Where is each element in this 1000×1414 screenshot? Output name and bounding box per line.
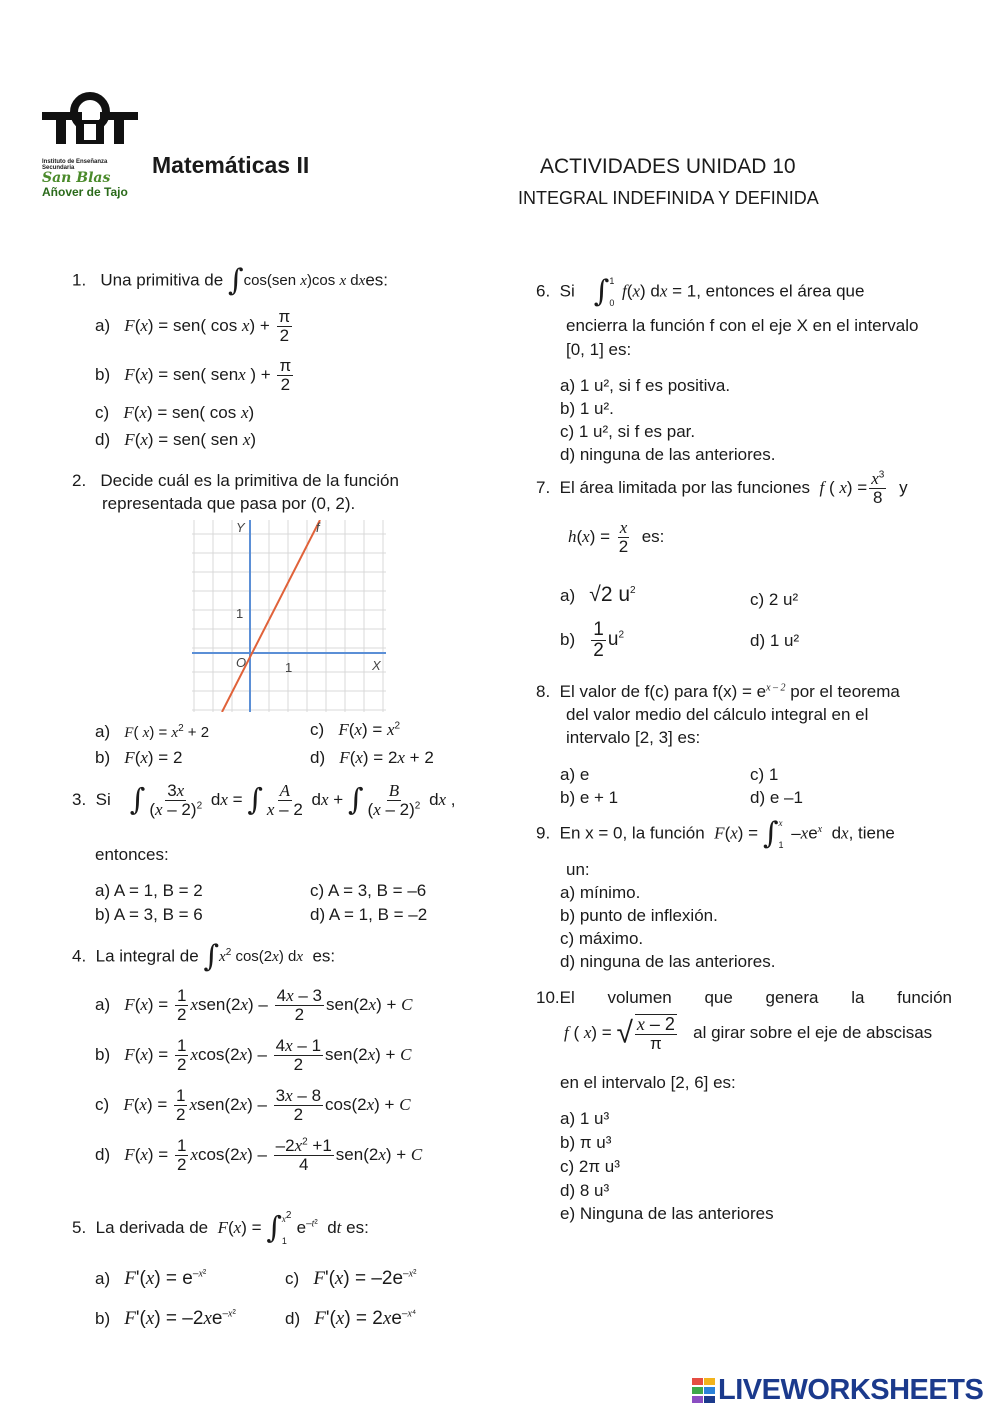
integral-sign: ∫ — [227, 263, 244, 298]
q6-option-b[interactable]: b) 1 u². — [560, 399, 614, 418]
q1-text: Una primitiva de — [100, 270, 224, 290]
q10-line3: en el intervalo [2, 6] es: — [560, 1073, 736, 1092]
q5-stem: 5. La derivada de F(x) = ∫ $x^2$ 1 $e^{-t^2}$ dt es: — [72, 1210, 369, 1246]
graph-one-y: 1 — [236, 606, 244, 621]
q10-option-b[interactable]: b) π u³ — [560, 1133, 612, 1152]
q1-number: 1. — [72, 270, 87, 290]
q2-stem: 2. Decide cuál es la primitiva de la función — [72, 471, 399, 490]
q7-option-a[interactable]: a) √2 $u^2$ — [560, 583, 636, 606]
unit-title: ACTIVIDADES UNIDAD 10 — [540, 155, 796, 178]
q3-option-b[interactable]: b) A = 3, B = 6 — [95, 905, 203, 924]
school-logo — [42, 90, 138, 199]
q10-stem: 10. El volumen que genera la función — [536, 988, 952, 1007]
liveworksheets-logo-icon — [692, 1378, 716, 1404]
q2-graph — [192, 520, 386, 712]
q2-option-a[interactable]: a) F( $x) = x^2 + 2$ — [95, 722, 210, 741]
q10-option-e[interactable]: e) Ninguna de las anteriores — [560, 1204, 774, 1223]
q9-option-b[interactable]: b) punto de inflexión. — [560, 906, 718, 925]
q9-line2: un: — [566, 860, 590, 879]
q1-stem: 1. Una primitiva de ∫cos(sen x)cos x dxes: — [72, 263, 388, 298]
q4-option-a[interactable]: a) F(x) = $\frac{1}{2}$ xsen(2x) – $\frac{4x - 3}{2}$ sen(2x) + C — [95, 986, 413, 1024]
q7-option-b[interactable]: b) $\frac{1}{2}$ $u^2$ — [560, 619, 625, 661]
q8-option-b[interactable]: b) e + 1 — [560, 788, 619, 807]
q10-option-c[interactable]: c) 2π u³ — [560, 1157, 620, 1176]
q4-option-c[interactable]: c) F(x) = $\frac{1}{2}$ xsen(2x) – $\frac{3x - 8}{2}$ cos(2x) + C — [95, 1086, 411, 1124]
q10-option-d[interactable]: d) 8 u³ — [560, 1181, 610, 1200]
logo-line2: San Blas — [42, 170, 111, 186]
graph-one-x: 1 — [285, 660, 293, 675]
q2-stem-line2: representada que pasa por (0, 2). — [102, 494, 356, 513]
liveworksheets-brand[interactable] — [692, 1374, 983, 1407]
q4-option-b[interactable]: b) F(x) = $\frac{1}{2}$ xcos(2x) – $\frac{4x - 1}{2}$ sen(2x) + C — [95, 1036, 412, 1074]
q10-option-a[interactable]: a) 1 u³ — [560, 1109, 610, 1128]
q7-option-c[interactable]: c) 2 u² — [750, 590, 799, 609]
q4-stem: 4. La integral de $\int x^2$ cos(2x) dx es: — [72, 939, 336, 974]
q5-option-c[interactable]: c) $F'(x) = -2e^{-x^2}$ — [285, 1268, 417, 1289]
q8-stem: 8. El valor de f(c) para $f(x) = e^{x - 2}$ por el teorema — [536, 682, 900, 701]
q10-function: f ( x) = √ $\frac{x - 2}{\pi}$ al girar sobre el eje de abscisas — [564, 1014, 933, 1053]
q8-line3: intervalo [2, 3] es: — [566, 728, 701, 747]
q9-stem: 9. En x = 0, la función F(x) = ∫ x 1 $-xe^x$ dx, tiene — [536, 816, 895, 851]
graph-f-label: f — [316, 520, 320, 535]
q4-option-d[interactable]: d) F(x) = $\frac{1}{2}$ xcos(2x) – $\frac{-2x^2 +1}{4}$ sen(2x) + C — [95, 1136, 423, 1174]
graph-origin: O — [236, 655, 247, 670]
q5-option-d[interactable]: d) $F'(x) = 2xe^{-x^4}$ — [285, 1308, 417, 1329]
q5-option-b[interactable]: b) $F'(x) = -2xe^{-x^2}$ — [95, 1308, 236, 1329]
q7-option-d[interactable]: d) 1 u² — [750, 631, 800, 650]
q9-option-a[interactable]: a) mínimo. — [560, 883, 641, 902]
q8-option-c[interactable]: c) 1 — [750, 765, 779, 784]
q6-option-d[interactable]: d) ninguna de las anteriores. — [560, 445, 776, 464]
q3-entonces: entonces: — [95, 845, 169, 864]
q8-option-a[interactable]: a) e — [560, 765, 590, 784]
graph-x-label: X — [372, 658, 381, 673]
q8-option-d[interactable]: d) e –1 — [750, 788, 803, 807]
q1-option-a[interactable]: a) F(x) = sen( cos x) + $\frac{\pi}{2}$ — [95, 307, 291, 345]
logo-line3: Añover de Tajo — [42, 185, 128, 199]
q1-option-c[interactable]: c) F(x) = sen( cos x) — [95, 403, 255, 422]
graph-y-label: Y — [236, 520, 245, 535]
logo-line1: Instituto de Enseñanza Secundaria — [42, 159, 108, 171]
q7-stem: 7. El área limitada por las funciones f ( x) = $\frac{x^3}{8}$ y — [536, 469, 908, 507]
q3-stem: 3. Si ∫ $\frac{3x}{(x - 2)^2}$ dx = ∫ $\frac{A}{x - 2}$ dx + ∫ $\frac{B}{(x - 2)^2}$ dx , — [72, 781, 456, 819]
q6-option-c[interactable]: c) 1 u², si f es par. — [560, 422, 696, 441]
brand-text: LIVEWORKSHEETS — [718, 1374, 984, 1406]
subject-title: Matemáticas II — [152, 152, 310, 178]
q2-option-d[interactable]: d) F(x) = 2x + 2 — [310, 748, 434, 767]
q2-option-b[interactable]: b) F(x) = 2 — [95, 748, 183, 767]
q6-line3: [0, 1] es: — [566, 340, 632, 359]
q3-option-a[interactable]: a) A = 1, B = 2 — [95, 881, 203, 900]
q7-h: h(x) = $\frac{x}{2}$ es: — [568, 518, 665, 556]
q1-option-d[interactable]: d) F(x) = sen( sen x) — [95, 430, 257, 449]
q2-option-c[interactable]: c) $F(x) = x^2$ — [310, 720, 401, 739]
topic-title: INTEGRAL INDEFINIDA Y DEFINIDA — [518, 188, 819, 208]
q1-option-b[interactable]: b) F(x) = sen( senx ) + $\frac{\pi}{2}$ — [95, 356, 292, 394]
q6-stem: 6. Si ∫ 1 0 f(x) dx = 1, entonces el área que — [536, 274, 865, 309]
q6-option-a[interactable]: a) 1 u², si f es positiva. — [560, 376, 731, 395]
q3-option-d[interactable]: d) A = 1, B = –2 — [310, 905, 428, 924]
q5-option-a[interactable]: a) $F'(x) = e^{-x^2}$ — [95, 1268, 207, 1289]
q9-option-c[interactable]: c) máximo. — [560, 929, 644, 948]
q9-option-d[interactable]: d) ninguna de las anteriores. — [560, 952, 776, 971]
q3-option-c[interactable]: c) A = 3, B = –6 — [310, 881, 427, 900]
q8-line2: del valor medio del cálculo integral en el — [566, 705, 869, 724]
logo-mark-icon — [42, 90, 138, 154]
q6-line2: encierra la función f con el eje X en el intervalo — [566, 316, 919, 335]
